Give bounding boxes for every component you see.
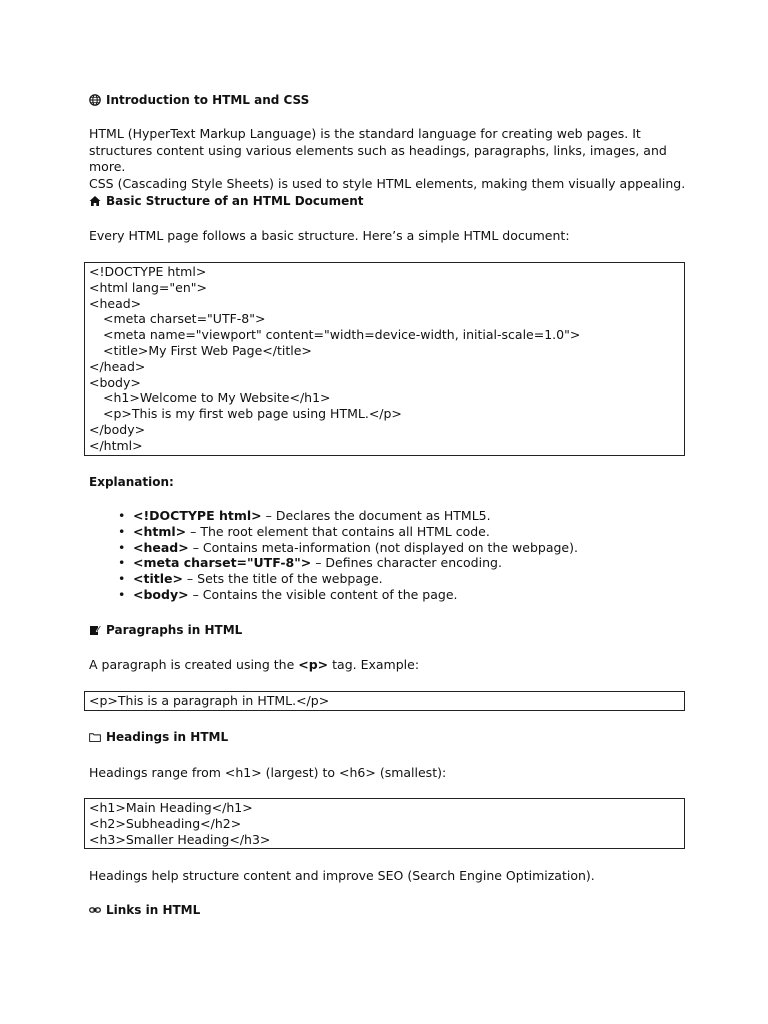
paragraphs-heading	[89, 623, 242, 637]
code-line: <h1>Main Heading</h1>	[89, 800, 253, 815]
paragraphs-intro-tag: <p>	[298, 657, 329, 672]
explanation-list	[118, 508, 678, 603]
headings-title: Headings in HTML	[106, 730, 229, 744]
paragraphs-title: Paragraphs in HTML	[106, 623, 243, 637]
headings-note: Headings help structure content and improve SEO (Search Engine Optimization).	[89, 868, 595, 883]
headings-intro: Headings range from <h1> (largest) to <h6> (smallest):	[89, 765, 447, 780]
code-line: </head>	[89, 358, 146, 374]
globe-icon	[89, 94, 101, 106]
structure-heading	[89, 194, 364, 208]
list-item-desc: – The root element that contains all HTML code.	[186, 523, 490, 539]
intro-title: Introduction to HTML and CSS	[106, 93, 310, 107]
intro-heading	[89, 93, 309, 107]
list-item	[118, 555, 678, 571]
house-icon	[89, 195, 101, 207]
intro-line: HTML (HyperText Markup Language) is the standard language for creating web pages. It	[89, 126, 641, 141]
code-line: </body>	[89, 421, 146, 437]
link-icon	[89, 904, 101, 916]
code-line: <p>This is my first web page using HTML.</p>	[103, 406, 402, 422]
list-item-tag: <title>	[133, 571, 183, 587]
links-heading	[89, 903, 200, 917]
code-line: <p>This is a paragraph in HTML.</p>	[89, 693, 330, 708]
list-item	[118, 571, 678, 587]
list-item	[118, 524, 678, 540]
list-item-desc: – Contains the visible content of the page.	[188, 586, 458, 602]
code-line: <meta name="viewport" content="width=device-width, initial-scale=1.0">	[103, 327, 581, 343]
code-line: <meta charset="UTF-8">	[103, 311, 266, 327]
paragraphs-intro-text: tag. Example:	[328, 657, 420, 672]
list-item-desc: – Sets the title of the webpage.	[182, 571, 383, 587]
list-item-tag: <!DOCTYPE html>	[133, 508, 262, 523]
list-item-tag: <meta charset="UTF-8">	[133, 555, 312, 571]
explanation-title: Explanation:	[89, 475, 174, 489]
paragraph-code-block	[84, 691, 685, 711]
paragraphs-intro	[89, 657, 689, 674]
structure-title: Basic Structure of an HTML Document	[106, 194, 364, 208]
folder-icon	[89, 731, 101, 743]
structure-intro: Every HTML page follows a basic structure. Here’s a simple HTML document:	[89, 228, 570, 243]
headings-code-block	[84, 798, 685, 849]
code-line: <html lang="en">	[89, 279, 207, 295]
code-line: <!DOCTYPE html>	[89, 264, 207, 279]
paragraphs-intro-text: A paragraph is created using the	[89, 657, 299, 672]
code-line: <h2>Subheading</h2>	[89, 815, 242, 831]
html-code-block	[84, 262, 685, 456]
list-item-tag: <head>	[133, 539, 189, 555]
code-line: <h3>Smaller Heading</h3>	[89, 831, 271, 847]
code-line: <body>	[89, 374, 141, 390]
list-item	[118, 587, 678, 603]
intro-line: CSS (Cascading Style Sheets) is used to style HTML elements, making them visually appealing.	[89, 175, 686, 191]
code-line: <h1>Welcome to My Website</h1>	[103, 390, 331, 406]
links-title: Links in HTML	[106, 903, 201, 917]
code-line: </html>	[89, 437, 143, 453]
headings-heading	[89, 730, 228, 744]
intro-line: structures content using various elements such as headings, paragraphs, links, images, and more.	[89, 142, 667, 174]
explanation-heading	[89, 475, 174, 489]
memo-icon	[89, 624, 101, 636]
list-item-tag: <html>	[133, 523, 187, 539]
list-item	[118, 508, 678, 524]
list-item	[118, 540, 678, 556]
code-line: <head>	[89, 295, 142, 311]
list-item-tag: <body>	[133, 586, 189, 602]
list-item-desc: – Contains meta-information (not displayed on the webpage).	[188, 539, 578, 555]
intro-paragraph	[89, 126, 689, 192]
list-item-desc: – Declares the document as HTML5.	[261, 508, 491, 523]
list-item-desc: – Defines character encoding.	[311, 555, 502, 571]
code-line: <title>My First Web Page</title>	[103, 342, 312, 358]
